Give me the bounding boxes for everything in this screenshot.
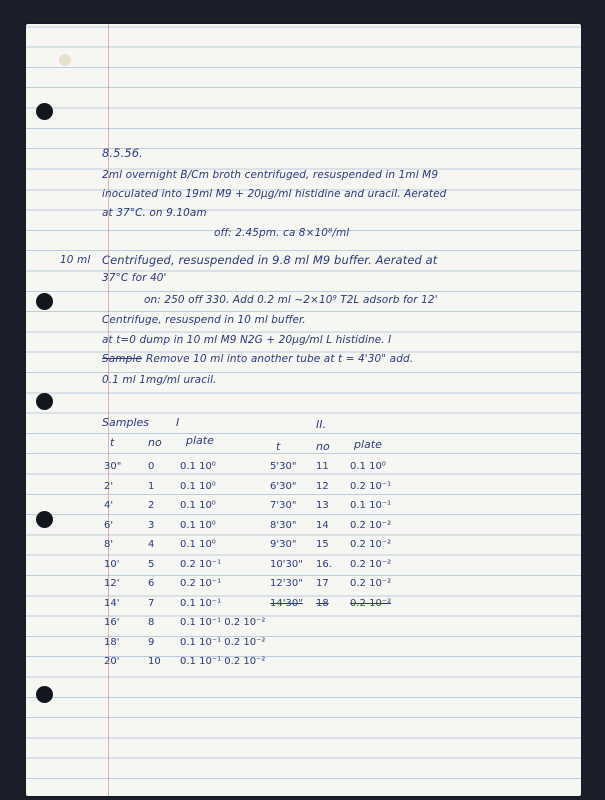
column-header: no <box>148 436 162 449</box>
punch-hole <box>36 393 53 410</box>
notebook-page <box>26 24 581 796</box>
column-header: t <box>276 440 281 453</box>
table-cell-plate: 0.2 10⁻¹ <box>180 558 222 570</box>
table-cell-no: 10 <box>148 656 161 667</box>
table-cell-no: 14 <box>316 519 329 531</box>
punch-hole <box>36 686 53 703</box>
table-cell-plate: 0.2 10⁻² <box>350 519 392 531</box>
pin-mark <box>59 54 71 66</box>
table-cell-no: 9 <box>148 636 155 648</box>
table-cell-t: 10'30" <box>270 558 303 570</box>
note-line: Centrifuged, resuspended in 9.8 ml M9 buffer. Aerated at <box>102 253 438 267</box>
table-cell-no: 18 <box>316 597 329 609</box>
table-cell-plate: 0.2 10⁻¹ <box>180 578 222 589</box>
note-line: off: 2.45pm. ca 8×10⁸/ml <box>214 227 350 239</box>
struck-word: Sample <box>102 353 142 365</box>
column-header: plate <box>354 438 382 451</box>
note-line: on: 250 off 330. Add 0.2 ml ~2×10⁹ T2L adsorb for 12' <box>144 294 438 306</box>
table-cell-no: 1 <box>148 480 155 492</box>
note-line: inoculated into 19ml M9 + 20µg/ml histidine and uracil. Aerated <box>102 188 447 200</box>
table-cell-plate: 0.2 10⁻² <box>350 597 392 609</box>
table-cell-t: 12'30" <box>270 578 303 589</box>
margin-note: 10 ml <box>60 254 91 266</box>
table-cell-t: 6'30" <box>270 480 297 492</box>
samples-title: Samples <box>102 416 149 429</box>
punch-hole <box>36 103 53 120</box>
table-cell-t: 30" <box>104 461 122 472</box>
set-label: I <box>176 416 180 429</box>
table-cell-t: 2' <box>104 480 114 492</box>
table-cell-no: 17 <box>316 578 329 589</box>
table-cell-t: 9'30" <box>270 539 297 550</box>
punch-hole <box>36 293 53 310</box>
note-line: at t=0 dump in 10 ml M9 N2G + 20µg/ml L histidine. I <box>102 334 392 346</box>
set-label: II. <box>316 418 326 431</box>
table-cell-t: 8'30" <box>270 519 297 531</box>
table-cell-plate: 0.1 10⁰ <box>350 461 386 472</box>
table-cell-no: 4 <box>148 539 155 550</box>
table-cell-plate: 0.1 10⁰ <box>180 461 216 472</box>
table-cell-plate: 0.1 10⁰ <box>180 539 216 550</box>
table-cell-t: 8' <box>104 539 114 550</box>
table-cell-plate: 0.1 10⁻¹ 0.2 10⁻² <box>180 617 266 628</box>
table-cell-plate: 0.2 10⁻¹ <box>350 480 392 492</box>
table-cell-no: 3 <box>148 519 155 531</box>
column-header: t <box>110 436 115 449</box>
table-cell-plate: 0.1 10⁻¹ <box>180 597 222 609</box>
table-cell-plate: 0.1 10⁻¹ <box>350 500 392 511</box>
table-cell-plate: 0.1 10⁰ <box>180 480 216 492</box>
table-cell-plate: 0.2 10⁻² <box>350 558 392 570</box>
table-cell-no: 7 <box>148 597 155 609</box>
table-cell-no: 13 <box>316 500 329 511</box>
table-cell-t: 7'30" <box>270 500 297 511</box>
punch-hole <box>36 511 53 528</box>
table-cell-no: 12 <box>316 480 329 492</box>
table-cell-no: 16. <box>316 558 332 570</box>
note-line: Centrifuge, resuspend in 10 ml buffer. <box>102 314 306 326</box>
table-cell-plate: 0.1 10⁰ <box>180 500 216 511</box>
table-cell-t: 14' <box>104 597 120 609</box>
table-cell-t: 5'30" <box>270 461 297 472</box>
column-header: plate <box>186 434 214 447</box>
table-cell-no: 8 <box>148 617 155 628</box>
table-cell-no: 2 <box>148 500 155 511</box>
table-cell-plate: 0.2 10⁻² <box>350 578 392 589</box>
table-cell-t: 4' <box>104 500 114 511</box>
note-line: at 37°C. on 9.10am <box>102 207 207 219</box>
date: 8.5.56. <box>102 146 143 160</box>
table-cell-plate: 0.1 10⁰ <box>180 519 216 531</box>
table-cell-t: 18' <box>104 636 120 648</box>
table-cell-plate: 0.1 10⁻¹ 0.2 10⁻² <box>180 636 266 648</box>
table-cell-no: 5 <box>148 558 155 570</box>
table-cell-t: 6' <box>104 519 114 531</box>
table-cell-plate: 0.1 10⁻¹ 0.2 10⁻² <box>180 656 266 667</box>
note-line: 0.1 ml 1mg/ml uracil. <box>102 374 217 386</box>
table-cell-t: 16' <box>104 617 120 628</box>
table-cell-t: 10' <box>104 558 120 570</box>
table-cell-t: 14'30" <box>270 597 303 609</box>
column-header: no <box>316 440 330 453</box>
table-cell-no: 0 <box>148 461 155 472</box>
table-cell-no: 6 <box>148 578 155 589</box>
table-cell-plate: 0.2 10⁻² <box>350 539 392 550</box>
note-line: 2ml overnight B/Cm broth centrifuged, resuspended in 1ml M9 <box>102 169 439 181</box>
table-cell-t: 12' <box>104 578 120 589</box>
note-line: 37°C for 40' <box>102 272 167 284</box>
table-cell-no: 11 <box>316 461 329 472</box>
note-line: Remove 10 ml into another tube at t = 4'30" add. <box>146 353 414 365</box>
table-cell-t: 20' <box>104 656 120 667</box>
table-cell-no: 15 <box>316 539 329 550</box>
